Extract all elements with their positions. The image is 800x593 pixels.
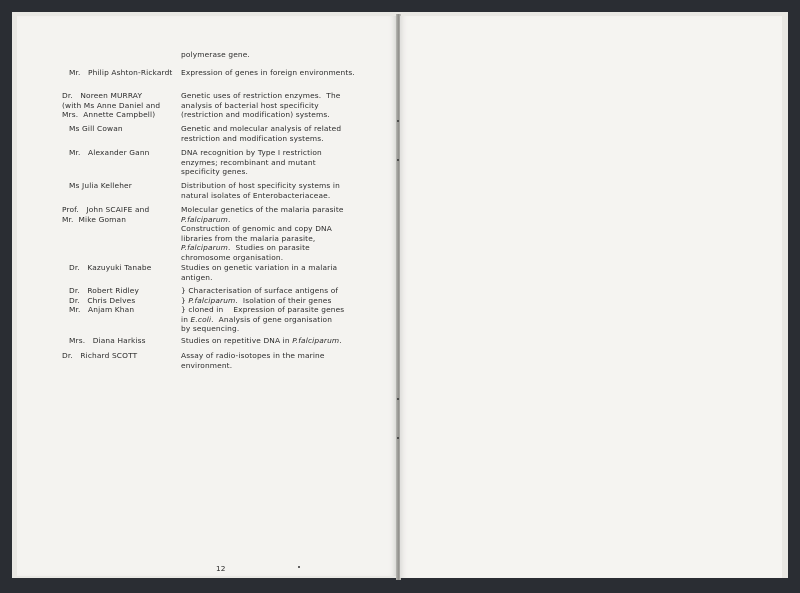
entry-name: Ms Julia Kelleher [69,181,132,190]
entry-desc: Studies on repetitive DNA in P.falciparum. [181,336,342,345]
entry-desc: Molecular genetics of the malaria parasite P.falciparum. Construction of genomic and copy DNA libraries from the malaria parasite, P.falciparum. Studies on parasite chromosome organisation. [181,205,344,262]
entry-desc: Genetic uses of restriction enzymes. The analysis of bacterial host specificity (restriction and modification) systems. [181,91,341,120]
right-page [400,16,782,578]
entry-desc: DNA recognition by Type I restriction enzymes; recombinant and mutant specificity genes. [181,148,322,177]
margin-mark [397,398,399,400]
entry-name: Dr. Robert Ridley Dr. Chris Delves Mr. Anjam Khan [69,286,139,315]
margin-mark [397,159,399,161]
entry-name: Mr. Philip Ashton-Rickardt [69,68,173,77]
entry-desc: } Characterisation of surface antigens of } P.falciparum. Isolation of their genes } cloned in Expression of parasite genes in E.coli. Analysis of gene organisation by sequencing. [181,286,345,334]
entry-desc: Distribution of host specificity systems in natural isolates of Enterobacteriaceae. [181,181,340,200]
margin-mark [397,120,399,122]
entry-name: Dr. Richard SCOTT [62,351,138,360]
page-number: 12 [216,564,226,573]
entry-desc: Assay of radio-isotopes in the marine environment. [181,351,325,370]
entry-name: Prof. John SCAIFE and Mr. Mike Goman [62,205,150,224]
margin-mark [397,437,399,439]
left-page [17,16,397,576]
entry-name: Dr. Kazuyuki Tanabe [69,263,152,272]
entry-name: Dr. Noreen MURRAY (with Ms Anne Daniel and Mrs. Annette Campbell) [62,91,161,120]
entry-desc: Genetic and molecular analysis of related restriction and modification systems. [181,124,342,143]
entry-name: Ms Gill Cowan [69,124,123,133]
entry-desc: Studies on genetic variation in a malaria antigen. [181,263,338,282]
entry-desc: polymerase gene. [181,50,250,59]
entry-name: Mrs. Diana Harkiss [69,336,146,345]
entry-name: Mr. Alexander Gann [69,148,150,157]
margin-mark [298,566,300,568]
entry-desc: Expression of genes in foreign environments. [181,68,355,77]
